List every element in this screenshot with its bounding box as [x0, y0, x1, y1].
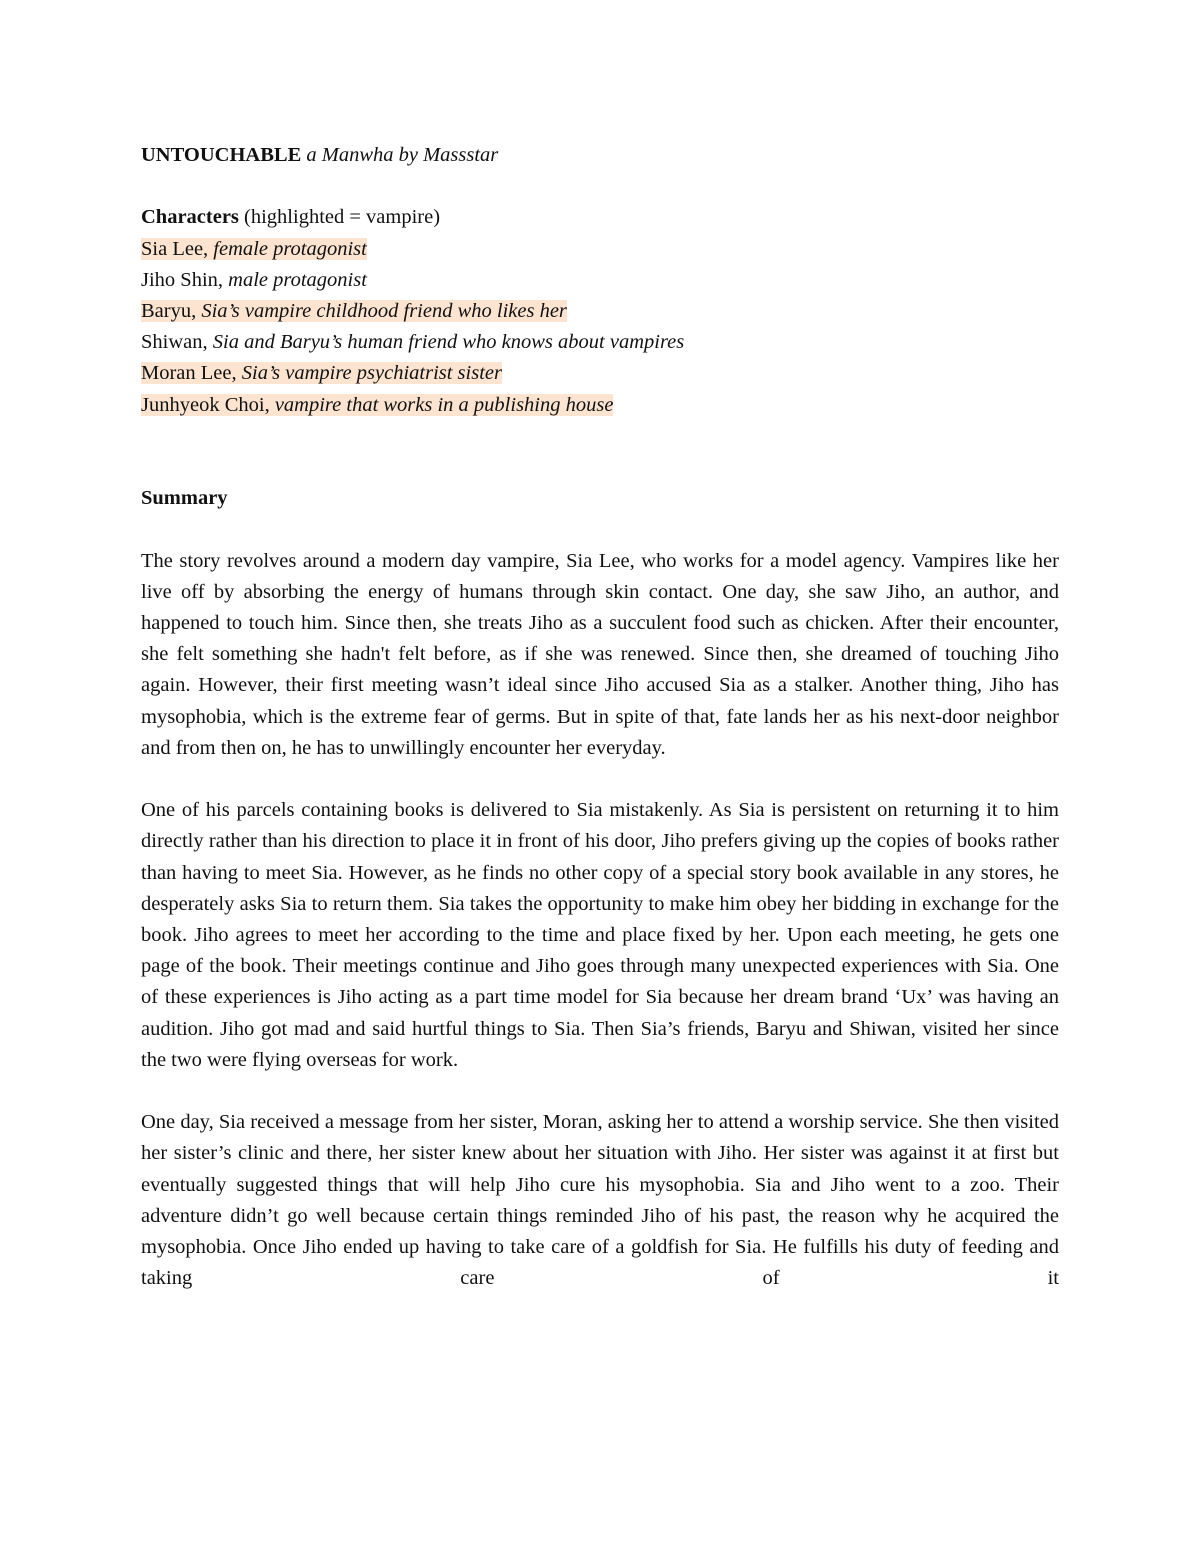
summary-paragraph-1: The story revolves around a modern day vampire, Sia Lee, who works for a model agency. Vampires like her live off by absorbing the energy of humans through skin contact. One day, she saw Jiho, an author, and happened to touch him. Since then, she treats Jiho as a succulent food such as chicken. After their encounter, she felt something she hadn't felt before, as if she was renewed. Since then, she dreamed of touching Jiho again. However, their first meeting wasn’t ideal since Jiho accused Sia as a stalker. Another thing, Jiho has mysophobia, which is the extreme fear of germs. But in spite of that, fate lands her as his next-door neighbor and from then on, he has to unwillingly encounter her everyday.	[141, 549, 1059, 759]
document-subtitle: a Manwha by Massstar	[306, 144, 499, 166]
vampire-highlight	[141, 362, 502, 384]
spacer	[141, 514, 1059, 545]
character-list	[141, 234, 1059, 421]
character-desc: Sia’s vampire psychiatrist sister	[241, 362, 502, 385]
character-item-baryu	[141, 296, 1059, 327]
character-name: Shiwan,	[141, 331, 208, 354]
spacer	[141, 1076, 1059, 1107]
document-title: UNTOUCHABLE	[141, 144, 302, 166]
summary-paragraph-2: One of his parcels containing books is delivered to Sia mistakenly. As Sia is persistent on returning it to him directly rather than his direction to place it in front of his door, Jiho prefers giving up the copies of books rather than having to meet Sia. However, as he finds no other copy of a special story book available in any stores, he desperately asks Sia to return them. Sia takes the opportunity to make him obey her bidding in exchange for the book. Jiho agrees to meet her according to the time and place fixed by her. Upon each meeting, he gets one page of the book. Their meetings continue and Jiho goes through many unexpected experiences with Sia. One of these experiences is Jiho acting as a part time model for Sia because her dream brand ‘Ux’ was having an audition. Jiho got mad and said hurtful things to Sia. Then Sia’s friends, Baryu and Shiwan, visited her since the two were flying overseas for work.	[141, 799, 1059, 1071]
character-desc: female protagonist	[213, 237, 367, 260]
document-page	[141, 140, 1059, 1294]
character-name: Jiho Shin,	[141, 268, 224, 291]
character-item-jiho-shin	[141, 265, 1059, 296]
character-desc: Sia and Baryu’s human friend who knows about vampires	[212, 331, 685, 354]
character-desc: vampire that works in a publishing house	[274, 393, 614, 416]
character-name: Baryu,	[141, 300, 197, 322]
character-desc: Sia’s vampire childhood friend who likes her	[201, 300, 567, 322]
spacer	[141, 421, 1059, 452]
summary-heading: Summary	[141, 487, 228, 510]
character-item-shiwan	[141, 327, 1059, 358]
spacer	[141, 764, 1059, 795]
characters-heading-line	[141, 202, 1059, 233]
character-desc: male protagonist	[228, 268, 367, 291]
spacer	[141, 171, 1059, 202]
character-name: Junhyeok Choi,	[141, 393, 270, 416]
vampire-highlight	[141, 394, 613, 416]
character-item-sia-lee	[141, 234, 1059, 265]
vampire-highlight	[141, 238, 367, 260]
summary-paragraph-3: One day, Sia received a message from her sister, Moran, asking her to attend a worship service. She then visited her sister’s clinic and there, her sister knew about her situation with Jiho. Her sister was against it at first but eventually suggested things that will help Jiho cure his mysophobia. Sia and Jiho went to a zoo. Their adventure didn’t go well because certain things reminded Jiho of his past, the reason why he acquired the mysophobia. Once Jiho ended up having to take care of a goldfish for Sia. He fulfills his duty of feeding and taking care of it	[141, 1111, 1059, 1290]
character-text	[141, 331, 684, 353]
spacer	[141, 452, 1059, 483]
characters-legend: (highlighted = vampire)	[244, 206, 441, 229]
document-title-line	[141, 140, 1059, 171]
character-item-junhyeok-choi	[141, 390, 1059, 421]
vampire-highlight	[141, 300, 567, 322]
character-name: Moran Lee,	[141, 362, 237, 385]
character-text	[141, 269, 367, 291]
character-item-moran-lee	[141, 358, 1059, 389]
characters-heading: Characters	[141, 206, 239, 229]
character-name: Sia Lee,	[141, 237, 209, 260]
